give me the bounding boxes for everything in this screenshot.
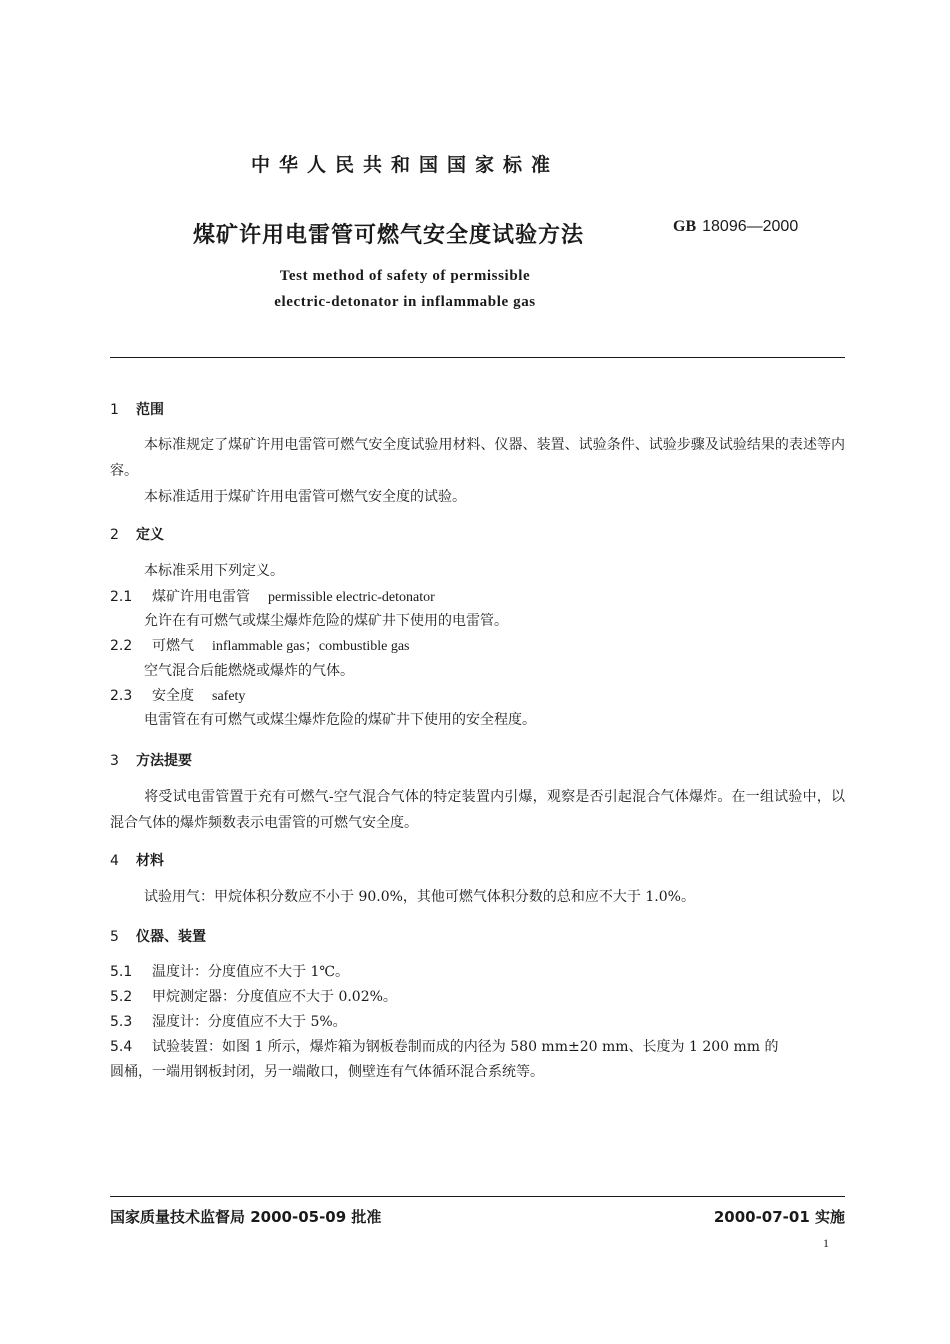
document-title-en-line2: electric-detonator in inflammable gas	[274, 294, 536, 310]
document-title-en-line1: Test method of safety of permissible	[279, 268, 531, 284]
clause-number: 5.3	[110, 1014, 133, 1030]
paragraph-scope-1	[110, 432, 845, 484]
term-en: permissible electric-detonator	[268, 590, 435, 605]
section-number: 1	[110, 402, 119, 418]
definition-2-1	[110, 587, 435, 608]
section-number: 4	[110, 853, 119, 869]
paragraph-text: 本标准规定了煤矿许用电雷管可燃气安全度试验用材料、仪器、装置、试验条件、试验步骤及试验结果的表述等内容。	[110, 437, 845, 479]
clause-text: 湿度计：分度值应不大于 5%。	[152, 1014, 347, 1030]
approval-line: 国家质量技术监督局 2000-05-09 批准	[110, 1208, 382, 1226]
page-number: 1	[823, 1236, 829, 1250]
clause-number: 2.1	[110, 589, 133, 605]
clause-number: 5.1	[110, 964, 133, 980]
definition-2-3	[110, 686, 245, 707]
implementation-date: 2000-07-01 实施	[713, 1208, 845, 1226]
section-heading-scope	[110, 399, 164, 419]
clause-text: 试验装置：如图 1 所示，爆炸箱为钢板卷制而成的内径为 580 mm±20 mm、长度为 1 200 mm 的	[152, 1039, 779, 1055]
paragraph-definitions-intro	[110, 558, 845, 584]
section-number: 5	[110, 929, 119, 945]
footer-rule	[110, 1196, 845, 1197]
term-en: safety	[212, 689, 246, 704]
clause-number: 2.3	[110, 688, 133, 704]
paragraph-scope-2	[110, 484, 845, 510]
apparatus-5-3	[110, 1012, 347, 1032]
paragraph-text: 本标准适用于煤矿许用电雷管可燃气安全度的试验。	[144, 489, 466, 505]
document-title-cn: 煤矿许用电雷管可燃气安全度试验方法	[193, 223, 585, 248]
apparatus-5-1	[110, 962, 349, 982]
clause-text: 温度计：分度值应不大于 1℃。	[152, 964, 350, 980]
definition-2-2-text: 空气混合后能燃烧或爆炸的气体。	[144, 663, 354, 679]
header-rule	[110, 357, 845, 358]
section-title: 方法提要	[136, 753, 192, 769]
section-heading-method-summary	[110, 750, 192, 770]
standard-number-value: 18096—2000	[702, 218, 799, 235]
section-heading-materials	[110, 850, 164, 870]
apparatus-5-4-continued: 圆桶，一端用钢板封闭，另一端敞口，侧壁连有气体循环混合系统等。	[110, 1064, 544, 1080]
clause-number: 5.4	[110, 1039, 133, 1055]
definition-2-1-text: 允许在有可燃气或煤尘爆炸危险的煤矿井下使用的电雷管。	[144, 613, 508, 629]
term-cn: 煤矿许用电雷管	[152, 589, 250, 605]
clause-number: 5.2	[110, 989, 133, 1005]
term-en: inflammable gas；combustible gas	[212, 639, 410, 654]
definition-2-2	[110, 636, 410, 657]
paragraph-materials	[110, 884, 845, 910]
section-title: 仪器、装置	[136, 929, 206, 945]
section-title: 材料	[136, 853, 164, 869]
apparatus-5-2	[110, 987, 397, 1007]
term-cn: 可燃气	[152, 638, 194, 654]
section-heading-definitions	[110, 524, 164, 544]
section-title: 定义	[136, 527, 164, 543]
section-number: 3	[110, 753, 119, 769]
section-title: 范围	[136, 402, 164, 418]
definition-2-3-text: 电雷管在有可燃气或煤尘爆炸危险的煤矿井下使用的安全程度。	[144, 712, 536, 728]
paragraph-text: 试验用气：甲烷体积分数应不小于 90.0%，其他可燃气体积分数的总和应不大于 1.0%。	[144, 889, 695, 905]
clause-text: 甲烷测定器：分度值应不大于 0.02%。	[152, 989, 397, 1005]
section-number: 2	[110, 527, 119, 543]
standard-number	[673, 216, 798, 236]
paragraph-text: 将受试电雷管置于充有可燃气-空气混合气体的特定装置内引爆，观察是否引起混合气体爆炸。在一组试验中，以混合气体的爆炸频数表示电雷管的可燃气安全度。	[110, 789, 845, 831]
paragraph-text: 本标准采用下列定义。	[144, 563, 284, 579]
term-cn: 安全度	[152, 688, 194, 704]
standard-header: 中华人民共和国国家标准	[250, 154, 559, 176]
apparatus-5-4	[110, 1037, 845, 1057]
paragraph-method-summary	[110, 784, 845, 836]
section-heading-apparatus	[110, 926, 206, 946]
standard-prefix: GB	[673, 218, 697, 235]
clause-number: 2.2	[110, 638, 133, 654]
